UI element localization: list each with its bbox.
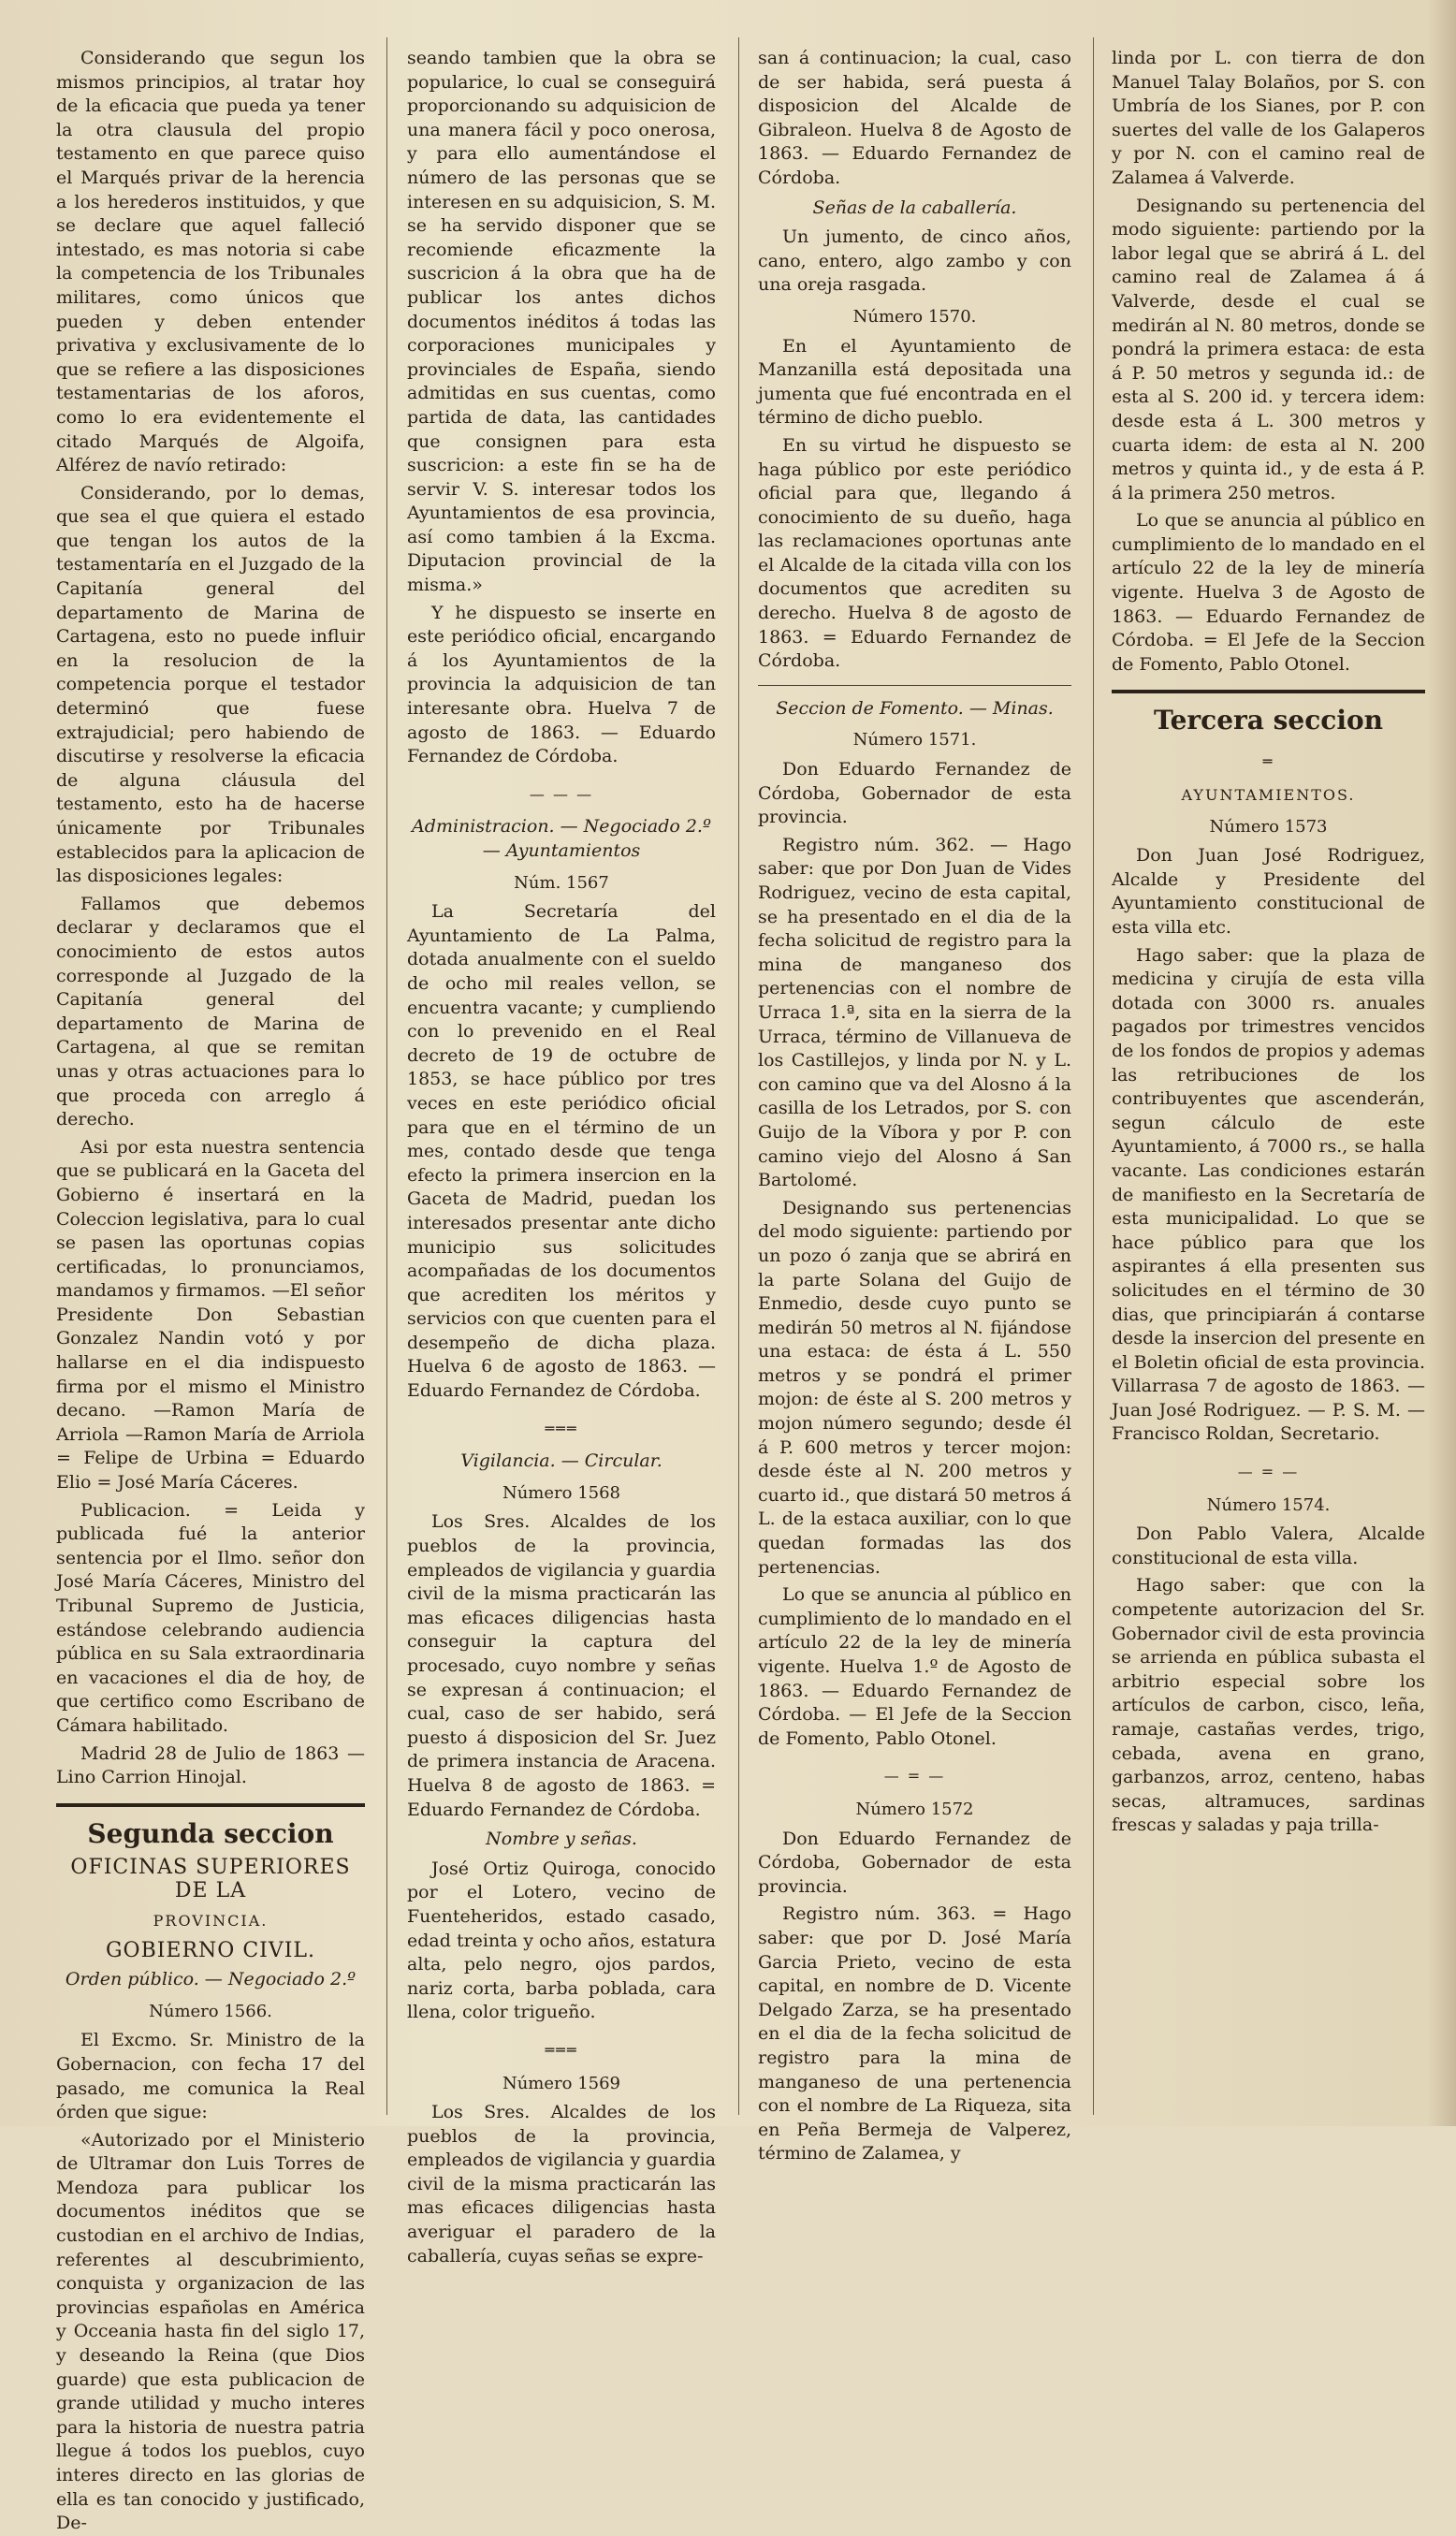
paragraph: Don Pablo Valera, Alcalde constitucional de esta villa. [1112, 1523, 1425, 1568]
paragraph: Designando sus pertenencias del modo siguiente: partiendo por un pozo ó zanja que se abrirá en la parte Solana del Guijo de Enmedio, desde cuyo punto se medirán 50 metros al N. fijándose una estaca: de ésta á L. 550 metros y se pondrá el primer mojon: de éste al S. 200 metros y mojon número segundo; desde él á P. 600 metros y tercer mojon: desde éste al N. 200 metros y cuarto id., que distará 50 metros á L. de la estaca auxiliar, con lo que quedan formadas las dos pertenencias. [758, 1197, 1071, 1578]
column-rule [738, 37, 739, 2115]
paragraph: Un jumento, de cinco años, cano, entero, algo zambo y con una oreja rasgada. [758, 226, 1071, 296]
subheading-fomento: Seccion de Fomento. — Minas. [776, 697, 1054, 719]
subheading-administracion: Administracion. — Negociado 2.º — Ayuntamientos [412, 816, 711, 861]
column-3 [758, 47, 1071, 2164]
paragraph: seando tambien que la obra se popularice, lo cual se conseguirá proporcionando su adquisicion de una manera fácil y poco onerosa, y para ello aumentándose el número de las personas que se interesen en su adquisicion, S. M. se ha servido disponer que se recomiende eficazmente la suscricion á la obra que ha de publicar los antes dichos documentos inéditos á todas las corporaciones municipales y provinciales de España, siendo admitidas en sus cuentas, como partida de data, las cantidades que consignen para esta suscricion: a este fin se ha de servir V. S. interesar todos los Ayuntamientos de esa provincia, así como tambien á la Excma. Diputacion provincial de la misma.» [407, 48, 716, 596]
notice-number: Número 1572 [855, 1799, 974, 1819]
page-edge-shadow [1428, 0, 1456, 2126]
paragraph: La Secretaría del Ayuntamiento de La Palma, dotada anualmente con el sueldo de ocho mil reales vellon, se encuentra vacante; y cumpliendo con lo prevenido en el Real decreto de 19 de octubre de 1853, se hace público por tres veces en este periódico oficial para que en el término de un mes, contado desde que tenga efecto la primera insercion en la Gaceta de Madrid, puedan los interesados presentar ante dicho municipio sus solicitudes acompañadas de los documentos que acrediten los méritos y servicios con que cuenten para el desempeño de dicha plaza. Huelva 6 de agosto de 1863. — Eduardo Fernandez de Córdoba. [407, 901, 716, 1402]
paragraph: Fallamos que debemos declarar y declaramos que el conocimiento de estos autos corresponde al Juzgado de la Capitanía general del departamento de Marina de Cartagena, al que se remitan unas y otras actuaciones para lo que proceda con arreglo á derecho. [56, 893, 365, 1130]
paragraph: Considerando, por lo demas, que sea el que quiera el estado que tengan los autos de la testamentaría en el Juzgado de la Capitanía general del departamento de Marina de Cartagena, esto no puede influir en la resolucion de la competencia porque el testador determinó que fuese extrajudicial; pero habiendo de discutirse y resolverse la eficacia de alguna cláusula del testamento, esto ha de hacerse únicamente por Tribunales establecidos para la aplicacion de las disposiciones legales: [56, 482, 365, 887]
section-divider [1112, 690, 1425, 693]
paragraph: Los Sres. Alcaldes de los pueblos de la provincia, empleados de vigilancia y guardia civil de la misma practicarán las mas eficaces diligencias hasta conseguir la captura del procesado, cuyo nombre y señas se expresan á continuacion; el cual, caso de ser habido, será puesto á disposicion del Sr. Juez de primera instancia de Aracena. Huelva 8 de agosto de 1863. = Eduardo Fernandez de Córdoba. [407, 1511, 716, 1820]
subheading-vigilancia: Vigilancia. — Circular. [460, 1450, 662, 1472]
notice-number: Núm. 1567 [514, 872, 609, 893]
separator: ═══ [545, 2040, 578, 2059]
separator: — — — [529, 784, 594, 803]
subheading-orden: Orden público. — Negociado 2.º [65, 1969, 357, 1990]
paragraph: «Autorizado por el Ministerio de Ultramar don Luis Torres de Mendoza para publicar los documentos inéditos que se custodian en el archivo de Indias, referentes al descubrimiento, conquista y organizacion de las provincias españolas en América y Occeania hasta fin del siglo 17, y deseando la Reina (que Dios guarde) que esta publicacion de grande utilidad y mucho interes para la historia de nuestra patria llegue á todos los pueblos, cuyo interes directo en las glorias de ella es tan conocido y justificado, De- [56, 2129, 365, 2534]
paragraph: Hago saber: que la plaza de medicina y cirujía de esta villa dotada con 3000 rs. anuales pagados por trimestres vencidos de los fondos de propios y ademas las retribuciones de los contribuyentes que ascenderán, segun cálculo de este Ayuntamiento, á 7000 rs., se halla vacante. Las condiciones estarán de manifiesto en la Secretaría de esta municipalidad. Lo que se hace público para que los aspirantes á ella presenten sus solicitudes en el término de 30 dias, que principiarán á contarse desde la insercion del presente en el Boletin oficial de esta provincia. Villarrasa 7 de agosto de 1863. — Juan José Rodriguez. — P. S. M. — Francisco Roldan, Secretario. [1112, 944, 1425, 1445]
paragraph: En el Ayuntamiento de Manzanilla está depositada una jumenta que fué encontrada en el término de dicho pueblo. [758, 335, 1071, 429]
column-rule [386, 37, 387, 2115]
column-4 [1112, 47, 1425, 2106]
notice-number: Número 1570. [852, 306, 977, 327]
paragraph: Asi por esta nuestra sentencia que se publicará en la Gaceta del Gobierno é insertará en la Coleccion legislativa, para lo cual se pasen las oportunas copias certificadas, lo pronunciamos, mandamos y firmamos. —El señor Presidente Don Sebastian Gonzalez Nandin votó y por hallarse en el dia indispuesto firma por el mismo el Ministro decano. —Ramon María de Arriola —Ramon María de Arriola = Felipe de Urbina = Eduardo Elio = José María Cáceres. [56, 1136, 365, 1494]
column-1 [56, 47, 365, 2534]
paragraph: Registro núm. 362. — Hago saber: que por Don Juan de Vides Rodriguez, vecino de esta capital, se ha presentado en el dia de la fecha solicitud de registro para la mina de manganeso dos pertenencias con el nombre de Urraca 1.ª, sita en la sierra de la Urraca, término de Villanueva de los Castillejos, y linda por N. y L. con camino que va del Alosno á la casilla de los Letrados, por S. con Guijo de la Víbora y por P. con camino viejo del Alosno á San Bartolomé. [758, 834, 1071, 1191]
paragraph: Y he dispuesto se inserte en este periódico oficial, encargando á los Ayuntamientos de la provincia la adquisicion de tan interesante obra. Huelva 7 de agosto de 1863. — Eduardo Fernandez de Córdoba. [407, 602, 716, 767]
separator: ═ [1262, 752, 1274, 771]
paragraph: Lo que se anuncia al público en cumplimiento de lo mandado en el artículo 22 de la ley de minería vigente. Huelva 3 de Agosto de 1863. — Eduardo Fernandez de Córdoba. = El Jefe de la Seccion de Fomento, Pablo Otonel. [1112, 510, 1425, 675]
paragraph: linda por L. con tierra de don Manuel Talay Bolaños, por S. con Umbría de los Sianes, por P. con suertes del valle de los Galaperos y por N. con el camino real de Zalamea á Valverde. [1112, 48, 1425, 188]
section-divider [56, 1803, 365, 1807]
paragraph: En su virtud he dispuesto se haga público por este periódico oficial para que, llegando á conocimiento de su dueño, haga las reclamaciones oportunas ante el Alcalde de la citada villa con los documentos que acrediten su derecho. Huelva 8 de agosto de 1863. = Eduardo Fernandez de Córdoba. [758, 434, 1071, 672]
notice-number: Número 1569 [502, 2073, 621, 2093]
separator [758, 685, 1071, 686]
notice-number: Número 1574. [1206, 1494, 1331, 1515]
column-rule [1093, 37, 1094, 2115]
paragraph: Designando su pertenencia del modo siguiente: partiendo por la labor legal que se abrirá á L. del camino real de Zalamea á á Valverde, desde el cual se medirán al N. 80 metros, donde se pondrá la primera estaca: de esta á P. 50 metros y segunda id.: de esta al S. 200 id. y tercera idem: desde esta á L. 300 metros y cuarta idem: de esta al N. 200 metros y quinta id., y de esta á P. á la primera 250 metros. [1112, 195, 1425, 503]
paragraph: José Ortiz Quiroga, conocido por el Lotero, vecino de Fuenteheridos, estado casado, edad treinta y ocho años, estatura alta, pelo negro, ojos pardos, nariz corta, barba poblada, cara llena, color trigueño. [407, 1858, 716, 2023]
column-2 [407, 47, 716, 2266]
separator: — = — [883, 1767, 946, 1785]
notice-number: Número 1573 [1209, 816, 1328, 837]
paragraph: Considerando que segun los mismos principios, al tratar hoy de la eficacia que pueda ya tener la otra clausula del propio testamento en que parece quiso el Marqués privar de la herencia a los herederos instituidos, y que se declare que aquel falleció intestado, es mas notoria si cabe la competencia de los Tribunales militares, como únicos que pueden y deben entender privativa y exclusivamente de lo que se refiere a las disposiciones testamentarias de los aforos, como lo era evidentemente el citado Marqués de Algoifa, Alférez de navío retirado: [56, 48, 365, 476]
notice-number: Número 1568 [502, 1482, 621, 1503]
subheading-ayuntamientos: AYUNTAMIENTOS. [1181, 786, 1356, 805]
paragraph: san á continuacion; la cual, caso de ser habida, será puesta á disposicion del Alcalde de Gibraleon. Huelva 8 de Agosto de 1863. — Eduardo Fernandez de Córdoba. [758, 48, 1071, 188]
paragraph: Don Juan José Rodriguez, Alcalde y Presidente del Ayuntamiento constitucional de esta villa etc. [1112, 845, 1425, 938]
notice-number: Número 1566. [149, 2001, 272, 2021]
paragraph: Publicacion. = Leida y publicada fué la anterior sentencia por el Ilmo. señor don José María Cáceres, Ministro del Tribunal Supremo de Justicia, estándose celebrando audiencia pública en su Sala extraordinaria en vacaciones el dia de hoy, de que certifico como Escribano de Cámara habilitado. [56, 1499, 365, 1736]
subheading-senas: Señas de la caballería. [812, 197, 1017, 218]
section-heading-segunda: Segunda seccion [87, 1817, 334, 1849]
paragraph: Los Sres. Alcaldes de los pueblos de la provincia, empleados de vigilancia y guardia civil de la misma practicarán las mas eficaces diligencias hasta averiguar el paradero de la caballería, cuyas señas se expre- [407, 2102, 716, 2266]
paragraph: Don Eduardo Fernandez de Córdoba, Gobernador de esta provincia. [758, 759, 1071, 828]
separator: — = — [1237, 1463, 1300, 1481]
subheading-gobierno: GOBIERNO CIVIL. [105, 1938, 316, 1962]
paragraph: Lo que se anuncia al público en cumplimiento de lo mandado en el artículo 22 de la ley de minería vigente. Huelva 1.º de Agosto de 1863. — Eduardo Fernandez de Córdoba. — El Jefe de la Seccion de Fomento, Pablo Otonel. [758, 1584, 1071, 1749]
paragraph: Registro núm. 363. = Hago saber: que por D. José María Garcia Prieto, vecino de esta capital, en nombre de D. Vicente Delgado Zarza, se ha presentado en el dia de la fecha solicitud de registro para la mina de manganeso de una pertenencia con el nombre de La Riqueza, sita en Peña Bermeja de Valperez, término de Zalamea, y [758, 1903, 1071, 2164]
section-heading-tercera: Tercera seccion [1153, 705, 1384, 736]
subheading-oficinas: OFICINAS SUPERIORES DE LA [70, 1855, 351, 1903]
paragraph: Don Eduardo Fernandez de Córdoba, Gobernador de esta provincia. [758, 1828, 1071, 1897]
signature-line: Madrid 28 de Julio de 1863 — Lino Carrion Hinojal. [56, 1742, 365, 1788]
separator: ═══ [545, 1419, 578, 1437]
notice-number: Número 1571. [852, 730, 977, 751]
subheading-nombre: Nombre y señas. [486, 1829, 637, 1850]
paragraph: Hago saber: que con la competente autorizacion del Sr. Gobernador civil de esta provincia se arrienda en pública subasta el arbitrio especial sobre los artículos de carbon, cisco, leña, ramaje, castañas verdes, trigo, cebada, avena en grano, garbanzos, arroz, centeno, habas secas, altramuces, sardinas frescas y saladas y paja trilla- [1112, 1575, 1425, 1836]
subheading-provincia: PROVINCIA. [153, 1911, 269, 1930]
paragraph: El Excmo. Sr. Ministro de la Gobernacion, con fecha 17 del pasado, me comunica la Real órden que sigue: [56, 2030, 365, 2123]
